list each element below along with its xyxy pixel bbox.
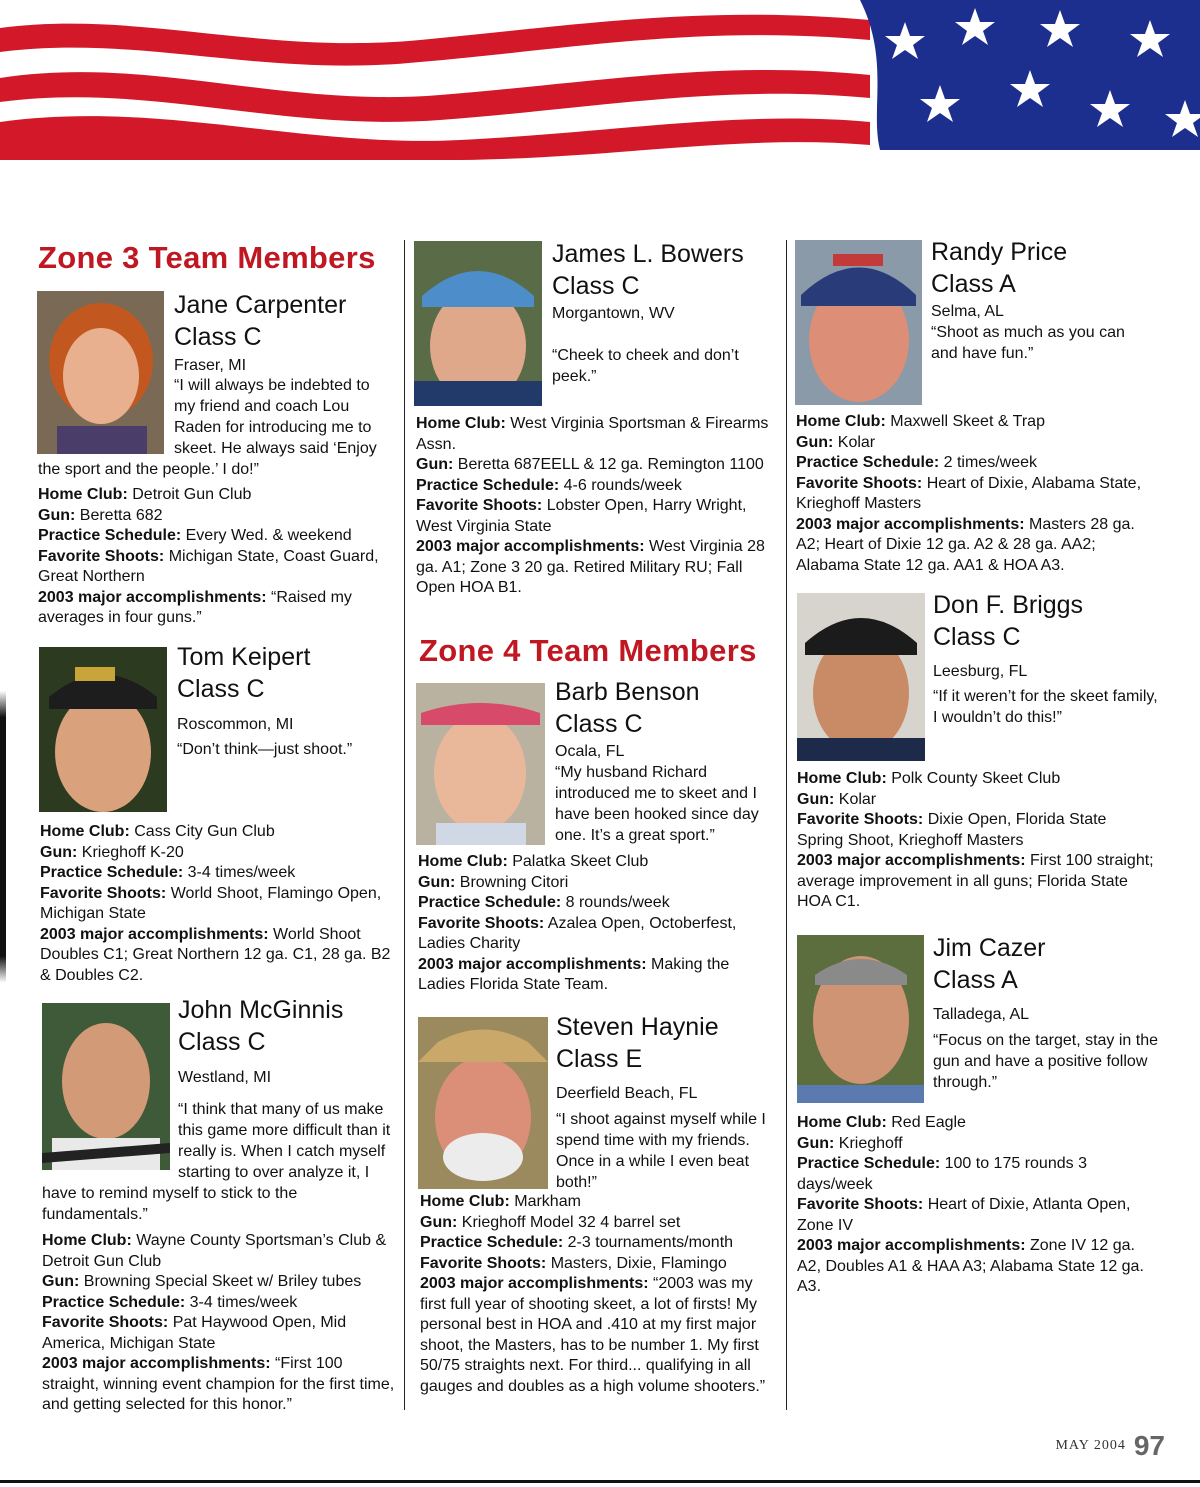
member-quote: “Don’t think—just shoot.” xyxy=(177,741,353,758)
member-location: Deerfield Beach, FL xyxy=(556,1085,698,1102)
issue-date: MAY 2004 xyxy=(1055,1438,1126,1453)
zone4-heading: Zone 4 Team Members xyxy=(419,633,757,668)
member-name: Randy Price xyxy=(931,238,1068,266)
member-class: Class A xyxy=(931,270,1016,298)
member-quote: “Focus on the target, stay in the gun and have a positive follow through.” xyxy=(933,1032,1159,1091)
member-photo xyxy=(414,241,542,406)
member-name: Jim Cazer xyxy=(933,934,1046,962)
page-edge xyxy=(0,160,6,1487)
member-photo xyxy=(39,647,167,812)
member-photo xyxy=(797,593,925,761)
member-details: Home Club: Red Eagle Gun: Krieghoff Practice Schedule: 100 to 175 rounds 3 days/week Favorite Shoots: Heart of Dixie, Atlanta Open, Zone IV 2003 major accomplishments: Zone IV 12 ga. A2, Doubles A1 & HAA A3; Alabama State 12 ga. A3. xyxy=(797,1114,1144,1295)
zone3-heading: Zone 3 Team Members xyxy=(38,240,376,275)
member-quote: “If it weren’t for the skeet family, I wouldn’t do this!” xyxy=(933,688,1158,726)
member-details: Home Club: Detroit Gun Club Gun: Beretta 682 Practice Schedule: Every Wed. & weekend Favorite Shoots: Michigan State, Coast Guard, Great Northern 2003 major accomplishments: “Raised my averages in four guns.” xyxy=(38,486,379,626)
column-divider xyxy=(786,240,787,1410)
member-name: Don F. Briggs xyxy=(933,591,1084,619)
member-name: Steven Haynie xyxy=(556,1013,719,1041)
member-location: Leesburg, FL xyxy=(933,663,1028,680)
member-details: Home Club: Palatka Skeet Club Gun: Browning Citori Practice Schedule: 8 rounds/week Favorite Shoots: Azalea Open, Octoberfest, Ladies Charity 2003 major accomplishments: Making the Ladies Florida State Team. xyxy=(418,853,737,993)
member-location: Fraser, MI xyxy=(174,357,247,374)
member-name: John McGinnis xyxy=(178,996,344,1024)
page-footer xyxy=(1055,1430,1165,1462)
member-quote: “I shoot against myself while I spend time with my friends. Once in a while I even beat both!” xyxy=(556,1111,766,1191)
member-location: Roscommon, MI xyxy=(177,716,294,733)
bottom-rule xyxy=(0,1480,1200,1483)
member-location: Ocala, FL xyxy=(555,743,625,760)
member-photo xyxy=(797,935,924,1103)
member-class: Class A xyxy=(933,966,1018,994)
member-name: Jane Carpenter xyxy=(174,291,347,319)
member-class: Class C xyxy=(174,323,262,351)
member-details: Home Club: Markham Gun: Krieghoff Model 32 4 barrel set Practice Schedule: 2-3 tournaments/month Favorite Shoots: Masters, Dixie, Flamingo 2003 major accomplishments: “2003 was my first full year of shooting skeet, a lot of firsts! My personal best in HOA and .410 at my first major shoot, the Masters, has to be number 1. My first 50/75 straights next. For third... qualifying in all gauges and doubles as a high volume shooters.” xyxy=(420,1193,766,1395)
member-location: Talladega, AL xyxy=(933,1006,1030,1023)
member-class: Class C xyxy=(178,1028,266,1056)
member-photo xyxy=(416,683,545,845)
column-divider xyxy=(404,240,405,1410)
member-details: Home Club: West Virginia Sportsman & Firearms Assn. Gun: Beretta 687EELL & 12 ga. Remington 1100 Practice Schedule: 4-6 rounds/week Favorite Shoots: Lobster Open, Harry Wright, West Virginia State 2003 major accomplishments: West Virginia 28 ga. A1; Zone 3 20 ga. Retired Military RU; Fall Open HOA B1. xyxy=(416,415,769,596)
member-class: Class C xyxy=(933,623,1021,651)
member-quote: “My husband Richard introduced me to skeet and I have been hooked since day one. It’s a great sport.” xyxy=(555,764,759,844)
member-class: Class C xyxy=(555,710,643,738)
member-location: Selma, AL xyxy=(931,303,1004,320)
member-details: Home Club: Maxwell Skeet & Trap Gun: Kolar Practice Schedule: 2 times/week Favorite Shoots: Heart of Dixie, Alabama State, Krieghoff Masters 2003 major accomplishments: Masters 28 ga. A2; Heart of Dixie 12 ga. A2 & 28 ga. AA2; Alabama State 12 ga. AA1 & HOA A3. xyxy=(796,413,1142,574)
member-class: Class C xyxy=(177,675,265,703)
member-name: James L. Bowers xyxy=(552,240,744,268)
member-quote: “I think that many of us make this game more difficult than it really is. When I catch myself starting to over analyze it, I have to remind myself to stick to the fundamentals.” xyxy=(42,1101,391,1223)
member-name: Tom Keipert xyxy=(177,643,311,671)
member-photo xyxy=(418,1017,548,1189)
member-location: Westland, MI xyxy=(178,1069,272,1086)
page-number: 97 xyxy=(1133,1430,1165,1461)
member-quote: “Shoot as much as you can and have fun.” xyxy=(931,324,1125,362)
member-class: Class C xyxy=(552,272,640,300)
member-photo xyxy=(795,240,922,405)
member-details: Home Club: Wayne County Sportsman’s Club & Detroit Gun Club Gun: Browning Special Skeet w/ Briley tubes Practice Schedule: 3-4 times/week Favorite Shoots: Pat Haywood Open, Mid America, Michigan State 2003 major accomplishments: “First 100 straight, winning event champion for the first time, and getting selected for this honor.” xyxy=(42,1232,395,1413)
flag-banner xyxy=(0,0,1200,160)
member-quote: “Cheek to cheek and don’t peek.” xyxy=(552,347,739,385)
member-details: Home Club: Cass City Gun Club Gun: Krieghoff K-20 Practice Schedule: 3-4 times/week Favorite Shoots: World Shoot, Flamingo Open, Michigan State 2003 major accomplishments: World Shoot Doubles C1; Great Northern 12 ga. C1, 28 ga. B2 & Doubles C2. xyxy=(40,823,391,984)
member-name: Barb Benson xyxy=(555,678,700,706)
member-quote: “I will always be indebted to my friend and coach Lou Raden for introducing me to skeet. He always said ‘Enjoy the sport and the people.’ I do!” xyxy=(38,377,377,478)
member-details: Home Club: Polk County Skeet Club Gun: Kolar Favorite Shoots: Dixie Open, Florida State Spring Shoot, Krieghoff Masters 2003 major accomplishments: First 100 straight; average improvement in all guns; Florida State HOA C1. xyxy=(797,770,1154,910)
member-class: Class E xyxy=(556,1045,643,1073)
member-location: Morgantown, WV xyxy=(552,305,675,322)
